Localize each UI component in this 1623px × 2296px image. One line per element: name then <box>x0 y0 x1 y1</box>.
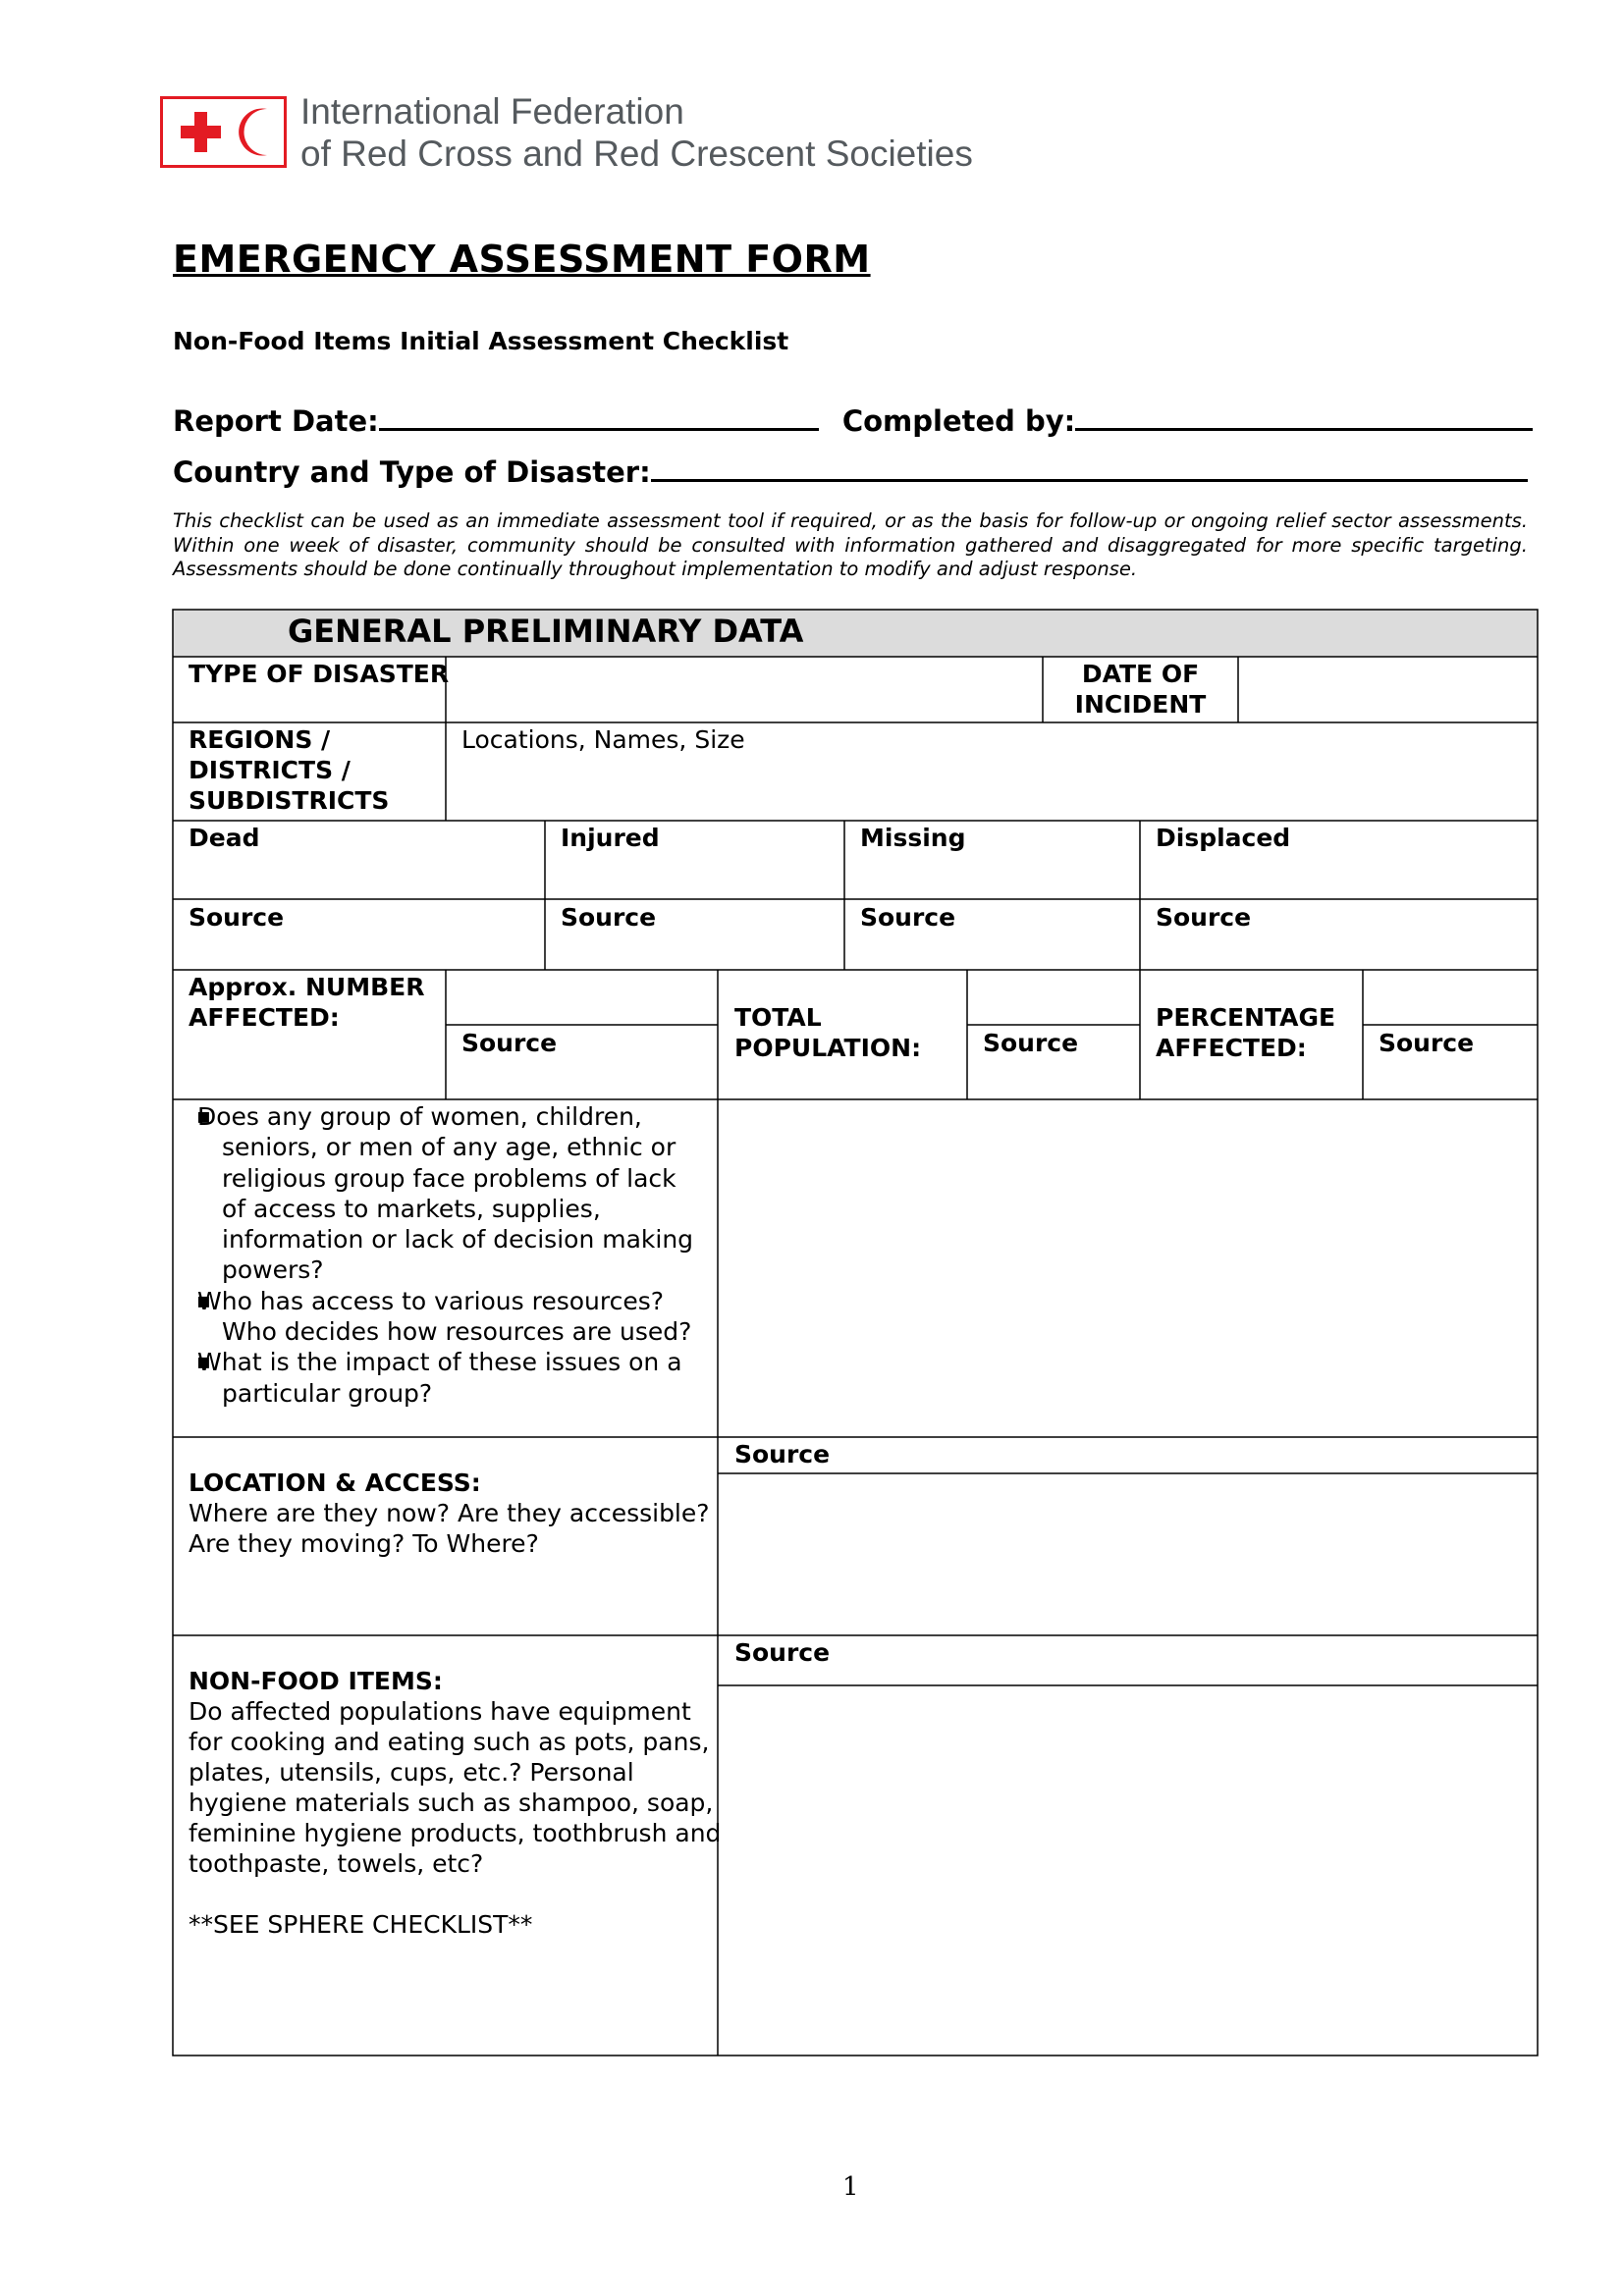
injured-label: Injured <box>561 824 660 852</box>
regions-label <box>189 724 389 816</box>
access-questions <box>173 1101 713 1409</box>
location-access-title: LOCATION & ACCESS: <box>189 1468 481 1497</box>
type-of-disaster-label: TYPE OF DISASTER <box>189 660 450 688</box>
question-line: of access to markets, supplies, <box>222 1194 601 1223</box>
question-line: religious group face problems of lack <box>222 1163 676 1193</box>
question-line: ▪ Who has access to various resources? <box>197 1286 665 1315</box>
injured-source-label: Source <box>561 903 657 932</box>
location-access-block <box>189 1468 710 1559</box>
non-food-items-answer-area[interactable] <box>720 1687 1536 2054</box>
percentage-affected-label <box>1156 1002 1335 1063</box>
regions-line-1: REGIONS / <box>189 725 331 754</box>
non-food-items-source-label: Source <box>734 1638 831 1667</box>
sphere-checklist-note: **SEE SPHERE CHECKLIST** <box>189 1910 533 1939</box>
form-title: EMERGENCY ASSESSMENT FORM <box>173 238 871 281</box>
missing-label: Missing <box>860 824 966 852</box>
question-line: Who decides how resources are used? <box>222 1317 692 1347</box>
pct-line-1: PERCENTAGE <box>1156 1003 1336 1032</box>
non-food-items-title: NON-FOOD ITEMS: <box>189 1667 443 1695</box>
date-of-incident-input[interactable] <box>1239 658 1536 721</box>
location-answer-area[interactable] <box>720 1475 1536 1633</box>
percentage-source-label: Source <box>1379 1029 1475 1057</box>
regions-line-2: DISTRICTS / <box>189 756 351 784</box>
location-source-label: Source <box>734 1440 831 1468</box>
pct-line-2: AFFECTED: <box>1156 1034 1307 1062</box>
type-of-disaster-input[interactable] <box>447 658 1041 721</box>
non-food-items-line: plates, utensils, cups, etc.? Personal <box>189 1758 634 1787</box>
question-line: particular group? <box>222 1378 433 1408</box>
form-subtitle: Non-Food Items Initial Assessment Checklist <box>173 327 789 355</box>
displaced-label: Displaced <box>1156 824 1291 852</box>
dead-label: Dead <box>189 824 260 852</box>
report-date-label: Report Date: <box>173 404 379 438</box>
regions-line-3: SUBDISTRICTS <box>189 786 390 815</box>
intro-paragraph: This checklist can be used as an immediate assessment tool if required, or as the basis for follow-up or ongoing relief sector assessments. Within one week of disaster, community should be consulted with information gathered and disaggregated for more specific targeting. Assessments should be done continually throughout implementation to modify and adjust response. <box>173 509 1528 580</box>
total-population-label <box>734 1002 921 1063</box>
org-line-2: of Red Cross and Red Crescent Societies <box>300 133 973 174</box>
non-food-items-line: Do affected populations have equipment <box>189 1697 691 1726</box>
affected-source-label: Source <box>461 1029 558 1057</box>
date-of-incident-line-1: DATE OF <box>1081 660 1200 688</box>
non-food-items-line: feminine hygiene products, toothbrush and <box>189 1819 722 1847</box>
section-title: GENERAL PRELIMINARY DATA <box>288 613 804 650</box>
access-answer-area[interactable] <box>720 1101 1536 1435</box>
non-food-items-line: for cooking and eating such as pots, pans, <box>189 1728 710 1756</box>
location-access-line: Where are they now? Are they accessible? <box>189 1499 710 1527</box>
question-line: seniors, or men of any age, ethnic or <box>222 1133 676 1162</box>
approx-line-1: Approx. NUMBER <box>189 973 425 1001</box>
missing-source-label: Source <box>860 903 956 932</box>
country-type-label: Country and Type of Disaster: <box>173 455 651 489</box>
location-access-line: Are they moving? To Where? <box>189 1529 539 1558</box>
dead-source-label: Source <box>189 903 285 932</box>
population-source-label: Source <box>983 1029 1079 1057</box>
total-line-1: TOTAL <box>734 1003 822 1032</box>
page-number: 1 <box>842 2172 859 2202</box>
completed-by-label: Completed by: <box>841 404 1076 438</box>
spacer <box>189 1879 721 1909</box>
total-line-2: POPULATION: <box>734 1034 922 1062</box>
question-line: information or lack of decision making <box>222 1225 694 1255</box>
regions-hint: Locations, Names, Size <box>461 725 745 754</box>
question-line: powers? <box>222 1255 324 1285</box>
question-line: ▪ What is the impact of these issues on a <box>197 1348 682 1377</box>
non-food-items-line: toothpaste, towels, etc? <box>189 1849 484 1878</box>
question-line: ▪ Does any group of women, children, <box>197 1102 642 1131</box>
date-of-incident-line-2: INCIDENT <box>1074 690 1207 719</box>
date-of-incident-label <box>1043 659 1238 720</box>
question-item <box>197 1347 713 1409</box>
approx-affected-label <box>189 972 424 1033</box>
org-line-1: International Federation <box>300 91 684 132</box>
question-list <box>173 1101 713 1409</box>
non-food-items-block <box>189 1666 721 1940</box>
approx-line-2: AFFECTED: <box>189 1003 340 1032</box>
question-item <box>197 1101 713 1286</box>
displaced-source-label: Source <box>1156 903 1252 932</box>
non-food-items-line: hygiene materials such as shampoo, soap, <box>189 1789 714 1817</box>
question-item <box>197 1286 713 1348</box>
